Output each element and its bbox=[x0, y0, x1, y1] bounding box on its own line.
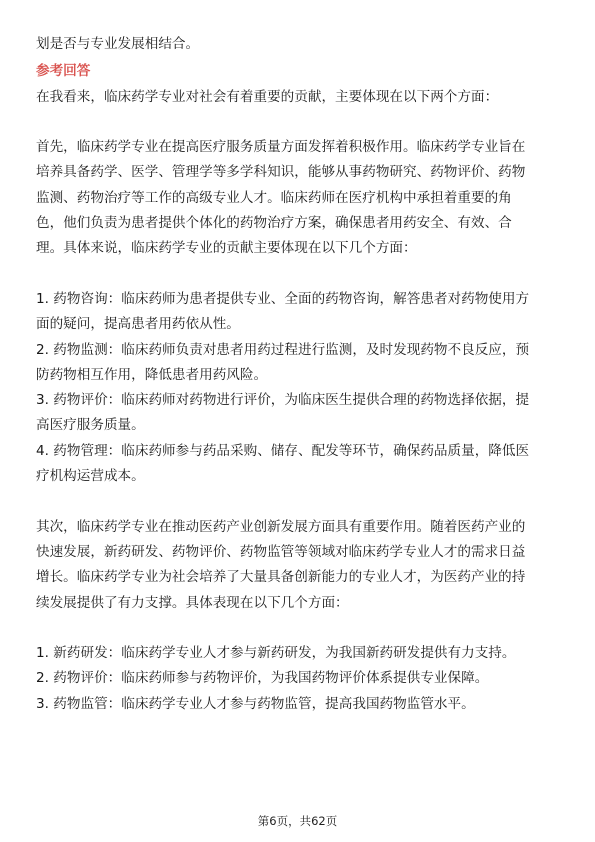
list-item-line: 4. 药物管理：临床药师参与药品采购、储存、配发等环节，确保药品质量，降低医 bbox=[36, 442, 530, 459]
paragraph-line: 在我看来，临床药学专业对社会有着重要的贡献，主要体现在以下两个方面： bbox=[36, 88, 499, 105]
paragraph-line: 理。具体来说，临床药学专业的贡献主要体现在以下几个方面： bbox=[36, 240, 417, 257]
intro-tail-line: 划是否与专业发展相结合。 bbox=[36, 36, 200, 52]
list-item-line: 3. 药物评价：临床药师对药物进行评价，为临床医生提供合理的药物选择依据，提 bbox=[36, 392, 530, 409]
paragraph-line: 首先，临床药学专业在提高医疗服务质量方面发挥着积极作用。临床药学专业旨在 bbox=[36, 139, 526, 156]
answer-heading: 参考回答 bbox=[36, 63, 91, 80]
paragraph-gap bbox=[36, 110, 559, 135]
list-item-line: 1. 新药研发：临床药学专业人才参与新药研发，为我国新药研发提供有力支持。 bbox=[36, 645, 516, 662]
list-item-line: 2. 药物评价：临床药师参与药物评价，为我国药物评价体系提供专业保障。 bbox=[36, 670, 489, 687]
list-item-line: 面的疑问，提高患者用药依从性。 bbox=[36, 316, 240, 333]
list-item-line: 1. 药物咨询：临床药师为患者提供专业、全面的药物咨询，解答患者对药物使用方 bbox=[36, 290, 530, 307]
paragraph-line: 其次，临床药学专业在推动医药产业创新发展方面具有重要作用。随着医药产业的 bbox=[36, 518, 526, 535]
paragraph-line: 增长。临床药学专业为社会培养了大量具备创新能力的专业人才，为医药产业的持 bbox=[36, 569, 526, 586]
list-item-line: 高医疗服务质量。 bbox=[36, 417, 145, 434]
list-item-line: 防药物相互作用，降低患者用药风险。 bbox=[36, 366, 268, 383]
paragraph-line: 快速发展，新药研发、药物评价、药物监管等领域对临床药学专业人才的需求日益 bbox=[36, 543, 526, 560]
page-content bbox=[36, 32, 559, 717]
list-item-line: 2. 药物监测：临床药师负责对患者用药过程进行监测，及时发现药物不良反应，预 bbox=[36, 341, 530, 358]
paragraph-gap bbox=[36, 489, 559, 514]
paragraph-gap bbox=[36, 616, 559, 641]
paragraph-gap bbox=[36, 262, 559, 287]
list-item-line: 3. 药物监管：临床药学专业人才参与药物监管，提高我国药物监管水平。 bbox=[36, 695, 475, 712]
paragraph-line: 监测、药物治疗等工作的高级专业人才。临床药师在医疗机构中承担着重要的角 bbox=[36, 189, 512, 206]
list-item-line: 疗机构运营成本。 bbox=[36, 468, 145, 485]
paragraph-line: 续发展提供了有力支撑。具体表现在以下几个方面： bbox=[36, 594, 349, 611]
paragraph-line: 色，他们负责为患者提供个体化的药物治疗方案，确保患者用药安全、有效、合 bbox=[36, 215, 512, 232]
paragraph-line: 培养具备药学、医学、管理学等多学科知识，能够从事药物研究、药物评价、药物 bbox=[36, 164, 526, 181]
page-number-footer: 第6页，共62页 bbox=[257, 814, 338, 828]
